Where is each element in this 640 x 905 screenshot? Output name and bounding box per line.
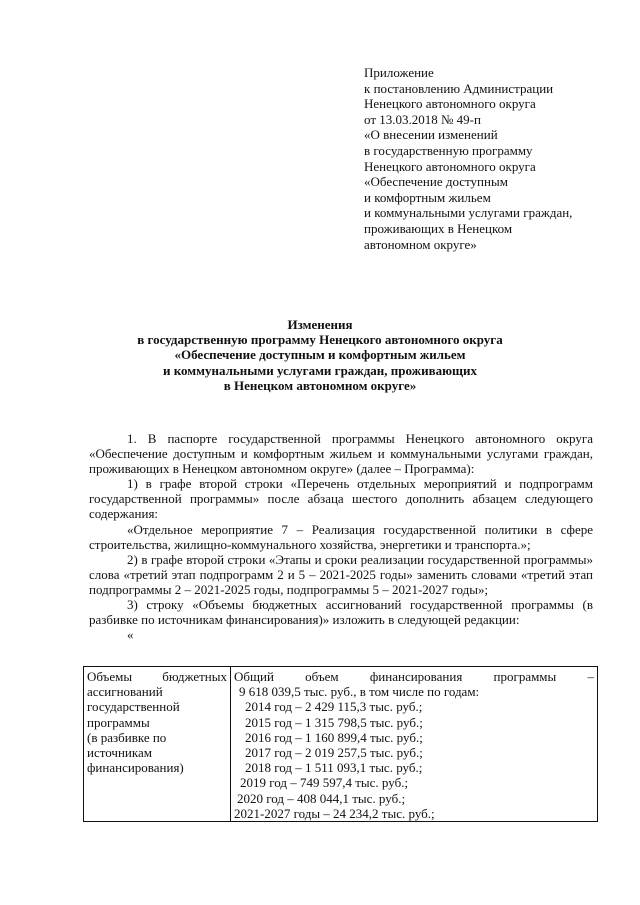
appendix-line: от 13.03.2018 № 49-п — [364, 111, 481, 127]
title-line: в Ненецком автономном округе» — [223, 377, 417, 393]
table-value-cell — [231, 667, 598, 822]
paragraph-5: 3) строку «Объемы бюджетных ассигнований государственной программы (в разбивке по источникам финансирования)» изложить в следующей редакции: — [89, 597, 593, 628]
appendix-line: Ненецкого автономного округа — [364, 158, 536, 174]
paragraph-3: «Отдельное мероприятие 7 – Реализация государственной политики в сфере строительства, жилищно-коммунального хозяйства, энергетики и транспорта.»; — [89, 521, 593, 552]
appendix-line: к постановлению Администрации — [364, 80, 554, 96]
financing-line: 2017 год – 2 019 257,5 тыс. руб.; — [245, 745, 423, 761]
appendix-line: и комфортным жильем — [364, 189, 491, 205]
appendix-line: «О внесении изменений — [364, 127, 498, 143]
paragraph-2: 1) в графе второй строки «Перечень отдельных мероприятий и подпрограмм государственной программы» после абзаца шестого дополнить абзацем следующего содержания: — [89, 476, 593, 522]
appendix-line: автономном округе» — [364, 236, 477, 252]
label-line: Объемы бюджетных — [87, 669, 227, 684]
title-line: и коммунальными услугами граждан, проживающих — [162, 362, 478, 378]
financing-line: 2016 год – 1 160 899,4 тыс. руб.; — [245, 729, 423, 745]
label-line: (в разбивке по — [87, 729, 167, 745]
appendix-line: и коммунальными услугами граждан, — [364, 205, 573, 221]
title-line: «Обеспечение доступным и комфортным жильем — [174, 347, 466, 363]
title-line: в государственную программу Ненецкого автономного округа — [137, 332, 503, 348]
label-line: государственной — [87, 699, 180, 715]
financing-line: 2018 год – 1 511 093,1 тыс. руб.; — [245, 760, 423, 776]
label-line: ассигнований — [87, 684, 163, 700]
appendix-line: в государственную программу — [364, 142, 533, 158]
financing-line: 2019 год – 749 597,4 тыс. руб.; — [240, 775, 409, 791]
financing-line: 2021-2027 годы – 24 234,2 тыс. руб.; — [234, 805, 435, 821]
paragraph-1: 1. В паспорте государственной программы Ненецкого автономного округа «Обеспечение доступным и комфортным жильем и коммунальными услугами граждан, проживающих в Ненецком автономном округе» (далее – Программа): — [89, 431, 593, 477]
label-line: программы — [87, 714, 150, 730]
financing-line: 2020 год – 408 044,1 тыс. руб.; — [237, 790, 406, 806]
appendix-header — [364, 65, 572, 252]
paragraph-4: 2) в графе второй строки «Этапы и сроки реализации государственной программы» слова «третий этап подпрограмм 2 и 5 – 2021-2025 годы» заменить словами «третий этап подпрограммы 2 – 2021-2025 годы, подпрограммы 5 – 2021-2027 годы»; — [89, 551, 593, 597]
document-body — [89, 431, 593, 644]
label-line: финансирования) — [87, 760, 184, 776]
label-line: источникам — [87, 745, 152, 761]
title-line: Изменения — [287, 317, 353, 332]
appendix-line: Приложение — [364, 65, 434, 80]
table-label-cell — [84, 667, 231, 822]
budget-table — [83, 666, 598, 822]
opening-quote: « — [127, 627, 134, 643]
financing-line: 2015 год – 1 315 798,5 тыс. руб.; — [245, 714, 423, 730]
financing-line: 9 618 039,5 тыс. руб., в том числе по годам: — [239, 684, 480, 700]
total-financing-line: Общий объем финансирования программы – — [234, 669, 594, 684]
document-title — [0, 317, 640, 393]
appendix-line: Ненецкого автономного округа — [364, 96, 536, 112]
appendix-line: «Обеспечение доступным — [364, 174, 508, 190]
appendix-line: проживающих в Ненецком — [364, 220, 513, 236]
table-row — [84, 667, 598, 822]
financing-line: 2014 год – 2 429 115,3 тыс. руб.; — [245, 699, 423, 715]
